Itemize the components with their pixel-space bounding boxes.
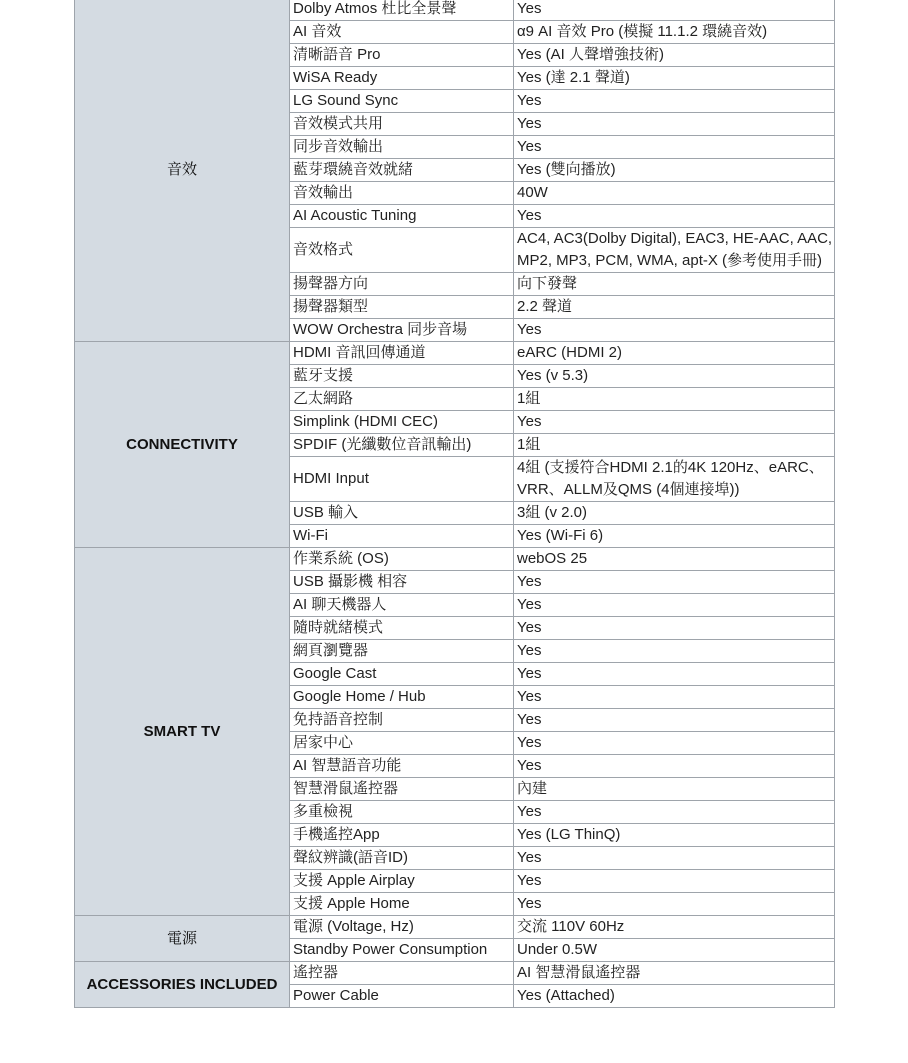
spec-label: 音效輸出 [290, 182, 514, 205]
spec-table [74, 0, 835, 1008]
spec-value: 3組 (v 2.0) [514, 502, 835, 525]
spec-value: webOS 25 [514, 548, 835, 571]
spec-value: α9 AI 音效 Pro (模擬 11.1.2 環繞音效) [514, 21, 835, 44]
spec-value: Yes [514, 755, 835, 778]
section-category: 電源 [75, 916, 290, 962]
spec-value: Yes [514, 640, 835, 663]
spec-label: 遙控器 [290, 962, 514, 985]
spec-label: AI Acoustic Tuning [290, 205, 514, 228]
spec-value: 交流 110V 60Hz [514, 916, 835, 939]
section-category: CONNECTIVITY [75, 342, 290, 548]
spec-label: WOW Orchestra 同步音場 [290, 319, 514, 342]
spec-label: 音效格式 [290, 228, 514, 273]
spec-label: 藍芽環繞音效就緒 [290, 159, 514, 182]
spec-value: Yes [514, 90, 835, 113]
spec-value: Yes [514, 205, 835, 228]
section-category: 音效 [75, 0, 290, 342]
spec-label: 支援 Apple Airplay [290, 870, 514, 893]
spec-label: 智慧滑鼠遙控器 [290, 778, 514, 801]
spec-label: 作業系統 (OS) [290, 548, 514, 571]
spec-value: 內建 [514, 778, 835, 801]
spec-row [75, 342, 835, 365]
spec-label: USB 輸入 [290, 502, 514, 525]
spec-label: 網頁瀏覽器 [290, 640, 514, 663]
spec-value: Yes [514, 319, 835, 342]
spec-value: 40W [514, 182, 835, 205]
spec-value: Yes (AI 人聲增強技術) [514, 44, 835, 67]
spec-label: Power Cable [290, 985, 514, 1008]
spec-value: Yes (雙向播放) [514, 159, 835, 182]
spec-label: 同步音效輸出 [290, 136, 514, 159]
spec-value: Yes [514, 0, 835, 21]
spec-label: 居家中心 [290, 732, 514, 755]
spec-label: HDMI Input [290, 457, 514, 502]
spec-value: Yes [514, 113, 835, 136]
spec-value: AI 智慧滑鼠遙控器 [514, 962, 835, 985]
spec-value: Yes [514, 801, 835, 824]
spec-label: 乙太網路 [290, 388, 514, 411]
spec-row [75, 548, 835, 571]
spec-value: Yes (達 2.1 聲道) [514, 67, 835, 90]
spec-value: Yes [514, 709, 835, 732]
spec-label: AI 聊天機器人 [290, 594, 514, 617]
spec-label: Google Home / Hub [290, 686, 514, 709]
spec-row [75, 962, 835, 985]
spec-label: HDMI 音訊回傳通道 [290, 342, 514, 365]
spec-value: 1組 [514, 388, 835, 411]
spec-value: Yes [514, 617, 835, 640]
spec-label: 揚聲器類型 [290, 296, 514, 319]
spec-label: 音效模式共用 [290, 113, 514, 136]
spec-label: Standby Power Consumption [290, 939, 514, 962]
spec-label: WiSA Ready [290, 67, 514, 90]
section-category: SMART TV [75, 548, 290, 916]
spec-label: 聲紋辨識(語音ID) [290, 847, 514, 870]
spec-label: 電源 (Voltage, Hz) [290, 916, 514, 939]
section-category: ACCESSORIES INCLUDED [75, 962, 290, 1008]
spec-value: Yes [514, 847, 835, 870]
spec-value: Yes [514, 893, 835, 916]
spec-label: 免持語音控制 [290, 709, 514, 732]
spec-value: Yes [514, 136, 835, 159]
spec-value: Under 0.5W [514, 939, 835, 962]
spec-value: 4組 (支援符合HDMI 2.1的4K 120Hz、eARC、VRR、ALLM及QMS (4個連接埠)) [514, 457, 835, 502]
spec-label: 隨時就緒模式 [290, 617, 514, 640]
spec-value: 向下發聲 [514, 273, 835, 296]
spec-value: Yes [514, 870, 835, 893]
spec-value: Yes (v 5.3) [514, 365, 835, 388]
spec-value: Yes (Attached) [514, 985, 835, 1008]
spec-value: Yes [514, 686, 835, 709]
spec-value: eARC (HDMI 2) [514, 342, 835, 365]
spec-row [75, 0, 835, 21]
spec-value: Yes (LG ThinQ) [514, 824, 835, 847]
spec-value: 2.2 聲道 [514, 296, 835, 319]
spec-label: USB 攝影機 相容 [290, 571, 514, 594]
spec-value: 1組 [514, 434, 835, 457]
spec-label: AI 音效 [290, 21, 514, 44]
spec-label: AI 智慧語音功能 [290, 755, 514, 778]
spec-label: 揚聲器方向 [290, 273, 514, 296]
spec-label: Dolby Atmos 杜比全景聲 [290, 0, 514, 21]
spec-label: 藍牙支援 [290, 365, 514, 388]
spec-value: AC4, AC3(Dolby Digital), EAC3, HE-AAC, AAC, MP2, MP3, PCM, WMA, apt-X (參考使用手冊) [514, 228, 835, 273]
spec-label: Simplink (HDMI CEC) [290, 411, 514, 434]
spec-label: 多重檢視 [290, 801, 514, 824]
spec-label: SPDIF (光纖數位音訊輸出) [290, 434, 514, 457]
spec-label: 手機遙控App [290, 824, 514, 847]
spec-value: Yes [514, 732, 835, 755]
spec-label: LG Sound Sync [290, 90, 514, 113]
spec-label: 支援 Apple Home [290, 893, 514, 916]
spec-row [75, 916, 835, 939]
spec-value: Yes [514, 594, 835, 617]
spec-value: Yes [514, 571, 835, 594]
spec-label: Wi-Fi [290, 525, 514, 548]
spec-table-body [75, 0, 835, 1008]
spec-label: 清晰語音 Pro [290, 44, 514, 67]
spec-value: Yes [514, 411, 835, 434]
spec-value: Yes [514, 663, 835, 686]
spec-value: Yes (Wi-Fi 6) [514, 525, 835, 548]
spec-label: Google Cast [290, 663, 514, 686]
